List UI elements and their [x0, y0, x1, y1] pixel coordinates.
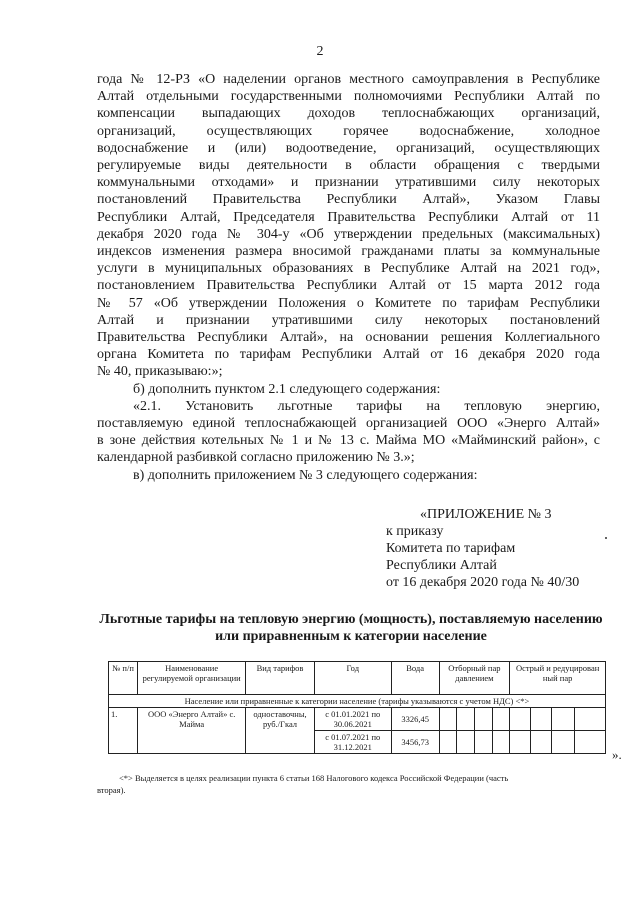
header-year: Год	[314, 662, 391, 695]
closing-quote: ».	[612, 747, 622, 762]
stray-dot	[605, 537, 607, 539]
row-organization: ООО «Энерго Алтай» с. Майма	[138, 708, 246, 754]
header-water: Вода	[391, 662, 439, 695]
section-label: Население или приравненные к категории население (тарифы указываются с учетом НДС) <*>	[109, 695, 606, 708]
row-water-value: 3326,45	[391, 708, 439, 731]
text-line: организаций, осуществляющих горячее водоснабжение, холодное	[97, 123, 600, 139]
row-period: с 01.01.2021 по 30.06.2021	[314, 708, 391, 731]
text-line: Правительства Республики Алтай», на основании решения Коллегиального	[97, 330, 600, 346]
text-line: постановлений Правительства Республики Алтай», Указом Главы	[97, 192, 600, 208]
text-line: водоснабжение и (или) водоотведение, организаций, осуществляющих	[97, 140, 600, 156]
preamble-paragraph	[97, 71, 600, 381]
text-line: № 40, приказываю:»;	[97, 364, 223, 380]
text-line: Алтай отдельными государственными полномочиями Республики Алтай по	[97, 89, 600, 105]
header-type: Вид тарифов	[246, 662, 315, 695]
text-line: в) дополнить приложением № 3 следующего содержания:	[133, 467, 478, 483]
appendix-line: к приказу	[386, 524, 444, 539]
text-line: компенсации выпадающих доходов теплоснабжающих организаций,	[97, 106, 600, 122]
table-row	[109, 708, 606, 731]
text-line: № 57 «Об утверждении Положения о Комитете по тарифам Республики	[97, 295, 600, 311]
text-line: в зоне действия котельных № 1 и № 13 с. Майма МО «Майминский район», с	[97, 433, 600, 449]
text-line: регулируемые виды деятельности в области обращения с твердыми	[97, 158, 600, 174]
text-line: органа Комитета по тарифам Республики Алтай от 16 декабря 2020 года	[97, 347, 600, 363]
text-line: индексов изменения размера вносимой гражданами платы за коммунальные	[97, 244, 600, 260]
text-line: услуги в муниципальных образованиях в Республике Алтай на 2021 год»,	[97, 261, 600, 277]
footnote-line: вторая).	[97, 785, 126, 795]
header-num: № п/п	[109, 662, 138, 695]
body-text	[97, 71, 600, 484]
header-org: Наименование регулируемой организации	[138, 662, 246, 695]
text-line: года № 12-РЗ «О наделении органов местного самоуправления в Республике	[97, 72, 600, 87]
text-line: Республики Алтай, Председателя Правительства Республики Алтай от 11	[97, 209, 600, 225]
text-line: декабря 2020 года № 304-у «Об утверждении предельных (максимальных)	[97, 226, 600, 242]
appendix-line: Комитета по тарифам	[386, 541, 516, 556]
table-section-row	[109, 695, 606, 708]
appendix-line: Республики Алтай	[386, 558, 497, 573]
footnote-line: <*> Выделяется в целях реализации пункта 6 статьи 168 Налогового кодекса Российской Федерации (часть	[119, 773, 509, 783]
item-b-paragraph	[97, 381, 600, 398]
footnote	[97, 772, 603, 796]
row-tariff-type: одноставочны, руб./Гкал	[246, 708, 315, 754]
text-line: Алтай и признании утратившими силу некоторых постановлений	[97, 312, 600, 328]
tariff-table	[108, 661, 606, 754]
row-period: с 01.07.2021 по 31.12.2021	[314, 731, 391, 754]
text-line: поставляемую единой теплоснабжающей организацией ООО «Энерго Алтай»	[97, 416, 600, 432]
table-header-row	[109, 662, 606, 695]
appendix-header	[386, 506, 626, 591]
text-line: календарной разбивкой согласно приложению № 3.»;	[97, 450, 415, 466]
row-number: 1.	[109, 708, 138, 754]
table-title: Льготные тарифы на тепловую энергию (мощность), поставляемую населению или приравненным к категории население	[99, 612, 603, 644]
item-2-1-paragraph	[97, 398, 600, 467]
appendix-heading: «ПРИЛОЖЕНИЕ № 3	[420, 507, 552, 522]
text-line: коммунальными отходами» и признании утратившими силу некоторых	[97, 175, 600, 191]
header-selected-steam: Отборный пар давлением	[439, 662, 510, 695]
text-line: «2.1. Установить льготные тарифы на тепловую энергию,	[133, 398, 600, 414]
appendix-line: от 16 декабря 2020 года № 40/30	[386, 575, 580, 590]
text-line: б) дополнить пунктом 2.1 следующего содержания:	[133, 381, 441, 397]
item-v-paragraph	[97, 467, 600, 484]
header-sharp-steam: Острый и редуцирован ный пар	[510, 662, 606, 695]
page-number: 2	[316, 44, 324, 59]
row-water-value: 3456,73	[391, 731, 439, 754]
text-line: постановлением Правительства Республики Алтай от 15 марта 2012 года	[97, 278, 600, 294]
